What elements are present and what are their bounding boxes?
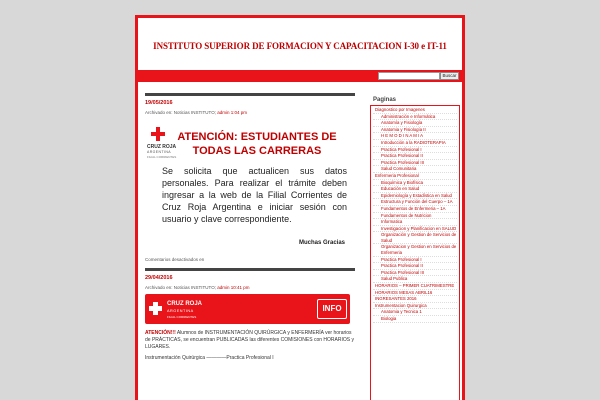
sidebar-link[interactable]: HORARIOS MESAS ABRIL16	[373, 290, 457, 297]
sidebar-link[interactable]: Fundamentos de Nutricion	[373, 213, 457, 220]
navigation-bar	[138, 70, 462, 82]
sidebar-link[interactable]: H E M O D I N A M I A	[373, 133, 457, 140]
sidebar-link[interactable]: Anatomia y Fisiología II	[373, 127, 457, 134]
info-badge: INFO	[317, 299, 347, 319]
post-date: 29/04/2016	[145, 275, 173, 281]
sidebar-link[interactable]: Practica Profesional II	[373, 153, 457, 160]
page-wrapper	[135, 15, 465, 400]
post-date: 19/05/2016	[145, 100, 173, 106]
sidebar-pages-list	[370, 105, 460, 400]
sidebar-link[interactable]: Introducción a la RADIOTERAPIA	[373, 140, 457, 147]
red-cross-icon	[149, 302, 162, 315]
main-content	[145, 93, 355, 361]
notice-thanks: Muchas Gracias	[298, 240, 345, 246]
sidebar-link[interactable]: Practica Profesional I	[373, 257, 457, 264]
sidebar-link[interactable]: Educación en Salud	[373, 186, 457, 193]
site-title[interactable]: INSTITUTO SUPERIOR DE FORMACION Y CAPACITACION I-30 e IT-11	[153, 41, 447, 51]
sidebar-title: Paginas	[373, 97, 397, 103]
banner-name: CRUZ ROJA	[167, 301, 203, 307]
sidebar-link[interactable]: HORARIOS – PRIMER CUATRIMESTRE	[373, 283, 457, 290]
sidebar-link[interactable]: Practica Profesional III	[373, 270, 457, 277]
search-input[interactable]	[378, 72, 440, 80]
logo-name: CRUZ ROJA	[147, 144, 177, 150]
sidebar-link[interactable]: Anatomía y Fisiología	[373, 120, 457, 127]
post-line: Instrumentación Quirúrgica ————Practica Profesional I	[145, 355, 274, 361]
post-meta	[145, 110, 355, 115]
post-separator	[145, 93, 355, 96]
search-button[interactable]: Buscar	[440, 72, 459, 80]
sidebar-link[interactable]: Practica Profesional I	[373, 147, 457, 154]
sidebar-link[interactable]: Diagnostico por Imagenes	[373, 107, 457, 114]
logo-filial: FILIAL CORRIENTES	[147, 155, 177, 159]
sidebar-link[interactable]: Salud Comunitaria	[373, 166, 457, 173]
sidebar-link[interactable]: Estructura y Función del Cuerpo – 1A	[373, 199, 457, 206]
sidebar-link[interactable]: Bioquímica y Biofísica	[373, 180, 457, 187]
post-category[interactable]: Archivado en: Noticias INSTITUTO;	[145, 110, 216, 115]
sidebar-link[interactable]: Fundamentos de Enfermeria – 1A	[373, 206, 457, 213]
comments-status: Comentarios desactivados en	[145, 257, 205, 262]
red-cross-icon	[151, 127, 165, 141]
sidebar-link[interactable]: Informatica	[373, 219, 457, 226]
notice-image	[145, 119, 345, 251]
sidebar-link[interactable]: Practica Profesional III	[373, 160, 457, 167]
post-category[interactable]: Archivado en: Noticias INSTITUTO;	[145, 285, 216, 290]
sidebar	[370, 97, 460, 400]
post-text	[145, 330, 355, 351]
sidebar-link[interactable]: Anatomia y Tecnica 1	[373, 309, 457, 316]
notice-body: Se solicita que actualicen sus datos personales. Para realizar el trámite deben ingresar a la web de la Filial Corrientes de Cruz Roja Argentina e iniciar sesión con usuario y clave correspondiente.	[162, 166, 347, 224]
sidebar-link[interactable]: Epidemiología y Estadística en Salud	[373, 193, 457, 200]
sidebar-link[interactable]: Salud Publica	[373, 276, 457, 283]
sidebar-link[interactable]: Organización y Gestion de Servicios de Salud	[373, 232, 457, 244]
info-banner	[145, 294, 350, 324]
attention-label: ATENCIÓN!!!	[145, 330, 176, 336]
sidebar-link[interactable]: Practica Profesional II	[373, 263, 457, 270]
notice-title: ATENCIÓN: ESTUDIANTES DE TODAS LAS CARRERAS	[177, 131, 337, 157]
sidebar-link[interactable]: Instrumentacion Quirurgica	[373, 303, 457, 310]
post-body: Alumnos de INSTRUMENTACIÓN QUIRÚRGICA y ENFERMERÍA ver horarios de PRÁCTICAS, se encuentran PUBLICADAS las diferentes COMISIONES con HORARIOS y LUGARES.	[145, 330, 354, 350]
banner-country: ARGENTINA	[167, 309, 194, 313]
post-author-time[interactable]: admin 10:41 pm	[217, 285, 250, 290]
sidebar-link[interactable]: Organizacion y Gestion en Servicios de Enfermeria	[373, 244, 457, 256]
post-meta	[145, 285, 355, 290]
logo-country: ARGENTINA	[147, 150, 172, 154]
banner-filial: FILIAL CORRIENTES	[167, 315, 197, 319]
sidebar-link[interactable]: Enfermeria Profesional	[373, 173, 457, 180]
post-author-time[interactable]: admin 1:04 pm	[217, 110, 247, 115]
post-separator	[145, 268, 355, 271]
sidebar-link[interactable]: Administración e Informática	[373, 114, 457, 121]
sidebar-link[interactable]: INGRESANTES 2016	[373, 296, 457, 303]
site-header	[138, 18, 462, 70]
sidebar-link[interactable]: Biologia	[373, 316, 457, 323]
sidebar-link[interactable]: Investigacion y Planificacion en SALUD	[373, 226, 457, 233]
